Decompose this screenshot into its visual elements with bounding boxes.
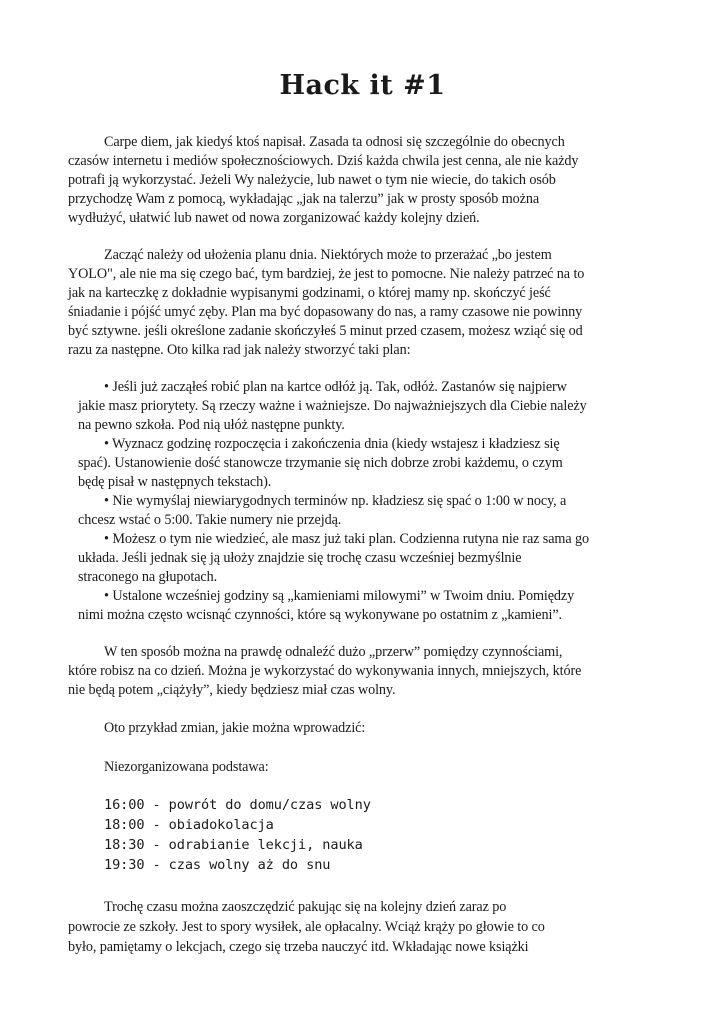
bullet-line: będę pisał w następnych tekstach).: [78, 474, 272, 490]
text-line: jak na karteczkę z dokładnie wypisanymi godzinami, o której mamy np. skończyć jeść: [68, 285, 551, 301]
schedule-line: 19:30 - czas wolny aż do snu: [104, 857, 331, 873]
bullet-line: • Nie wymyślaj niewiarygodnych terminów np. kładziesz się spać o 1:00 w nocy, a: [104, 493, 567, 509]
text-line: razu za następne. Oto kilka rad jak należy stworzyć taki plan:: [68, 342, 411, 358]
bullet-line: jakie masz priorytety. Są rzeczy ważne i ważniejsze. Do najważniejszych dla Ciebie należy: [78, 398, 587, 414]
text-line: śniadanie i pójść umyć zęby. Plan ma być dopasowany do nas, a ramy czasowe nie powinny: [68, 304, 583, 320]
text-line: przychodzę Wam z pomocą, wykładając „jak na talerzu” jak w prosty sposób można: [68, 191, 540, 207]
bullet-line: układa. Jeśli jednak się ją ułoży znajdzie się trochę czasu wcześniej bezmyślnie: [78, 550, 522, 566]
text-line: być sztywne. jeśli określone zadanie skończyłeś 5 minut przed czasem, możesz wziąć się od: [68, 323, 583, 339]
text-line: Carpe diem, jak kiedyś ktoś napisał. Zasada ta odnosi się szczególnie do obecnych: [104, 134, 565, 150]
document-title: Hack it #1: [279, 70, 446, 101]
bullet-line: • Jeśli już zacząłeś robić plan na kartce odłóż ją. Tak, odłóż. Zastanów się najpierw: [104, 379, 567, 395]
text-line: W ten sposób można na prawdę odnaleźć dużo „przerw” pomiędzy czynnościami,: [104, 644, 563, 660]
text-line: Oto przykład zmian, jakie można wprowadzić:: [104, 720, 366, 736]
text-line: było, pamiętamy o lekcjach, czego się trzeba nauczyć itd. Wkładając nowe książki: [68, 939, 529, 955]
bullet-line: nimi można często wcisnąć czynności, które są wykonywane po ostatnim z „kamieni”.: [78, 607, 562, 623]
bullet-line: chcesz wstać o 5:00. Takie numery nie przejdą.: [78, 512, 342, 528]
bullet-line: • Wyznacz godzinę rozpoczęcia i zakończenia dnia (kiedy wstajesz i kładziesz się: [104, 436, 560, 452]
schedule-line: 18:00 - obiadokolacja: [104, 817, 274, 833]
bullet-line: straconego na głupotach.: [78, 569, 218, 585]
text-line: powrocie ze szkoły. Jest to spory wysiłek, ale opłacalny. Wciąż krąży po głowie to co: [68, 919, 545, 935]
text-line: nie będą potem „ciążyły”, kiedy będziesz miał czas wolny.: [68, 682, 396, 698]
bullet-line: • Ustalone wcześniej godziny są „kamieniami milowymi” w Twoim dniu. Pomiędzy: [104, 588, 575, 604]
text-line: które robisz na co dzień. Można je wykorzystać do wykonywania innych, mniejszych, które: [68, 663, 582, 679]
bullet-line: na pewno szkoła. Pod nią ułóż następne punkty.: [78, 417, 345, 433]
text-line: wydłużyć, ułatwić lub nawet od nowa zorganizować każdy kolejny dzień.: [68, 210, 480, 226]
text-line: potrafi ją wykorzystać. Jeżeli Wy należycie, lub nawet o tym nie wiecie, do takich osób: [68, 172, 556, 188]
text-line: YOLO", ale nie ma się czego bać, tym bardziej, że jest to pomocne. Nie należy patrzeć na to: [68, 266, 585, 282]
text-line: Trochę czasu można zaoszczędzić pakując się na kolejny dzień zaraz po: [104, 899, 507, 915]
bullet-line: • Możesz o tym nie wiedzieć, ale masz już taki plan. Codzienna rutyna nie raz sama go: [104, 531, 589, 547]
schedule-line: 16:00 - powrót do domu/czas wolny: [104, 797, 371, 813]
text-line: Niezorganizowana podstawa:: [104, 759, 269, 775]
schedule-line: 18:30 - odrabianie lekcji, nauka: [104, 837, 363, 853]
text-line: Zacząć należy od ułożenia planu dnia. Niektórych może to przerażać „bo jestem: [104, 247, 552, 263]
text-line: czasów internetu i mediów społecznościowych. Dziś każda chwila jest cenna, ale nie każdy: [68, 153, 579, 169]
bullet-line: spać). Ustanowienie dość stanowcze trzymanie się nich dobrze zrobi każdemu, o czym: [78, 455, 563, 471]
